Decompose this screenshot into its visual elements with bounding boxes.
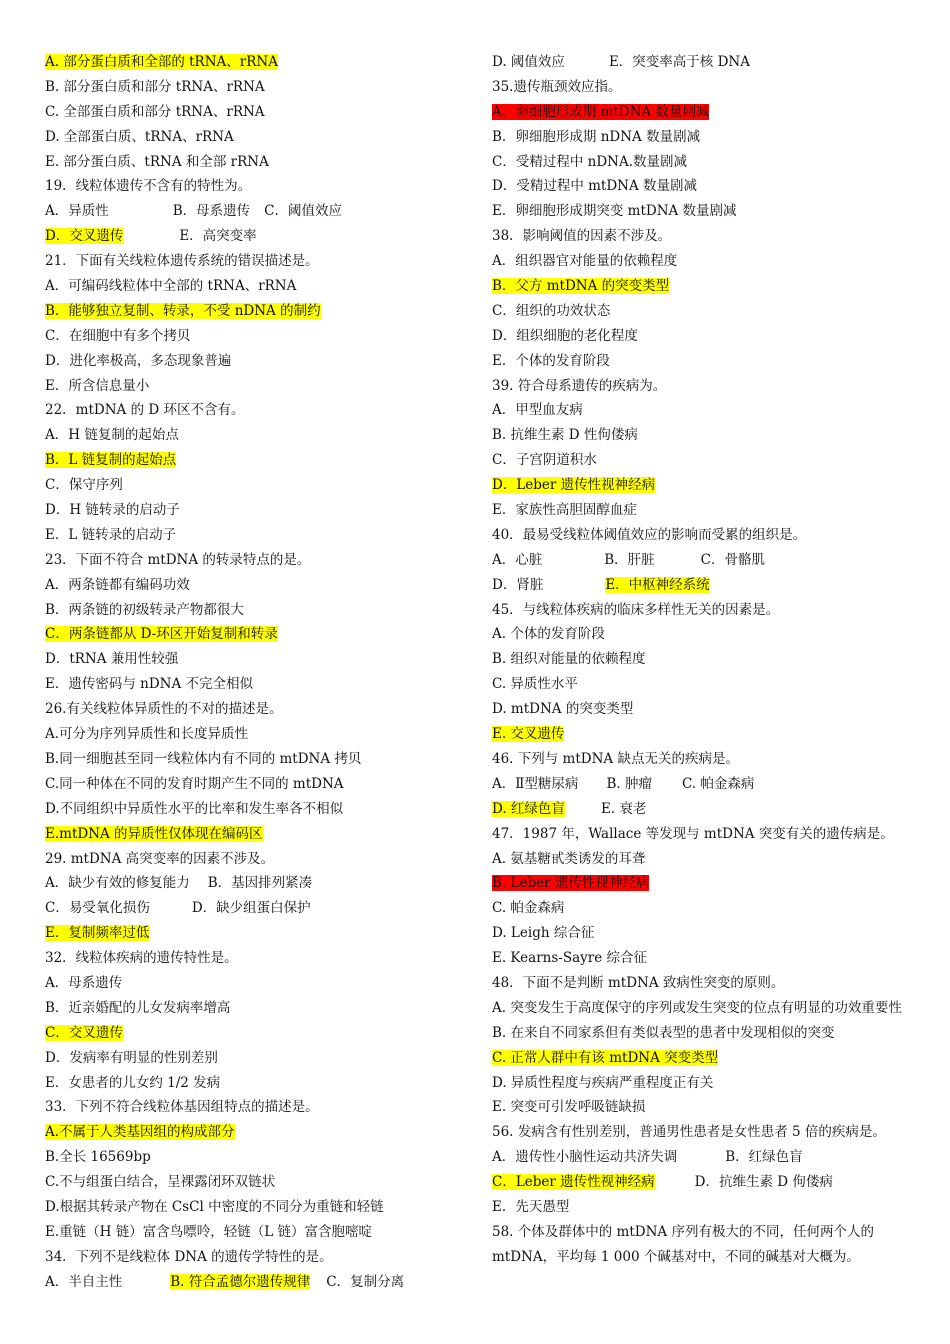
text-segment: C．复制分离 bbox=[326, 1273, 405, 1290]
text-line bbox=[492, 847, 912, 872]
text-segment: E. 部分蛋白质、tRNA 和全部 rRNA bbox=[45, 153, 269, 170]
text-segment: D．H 链转录的启动子 bbox=[45, 502, 180, 519]
text-segment: A．组织器官对能量的依赖程度 bbox=[492, 253, 678, 270]
text-segment: E．所含信息量小 bbox=[45, 377, 150, 394]
text-line bbox=[45, 448, 465, 473]
text-line bbox=[45, 324, 465, 349]
text-line bbox=[45, 598, 465, 623]
text-line bbox=[492, 548, 912, 573]
text-segment: D. mtDNA 的突变类型 bbox=[492, 701, 634, 718]
text-line bbox=[492, 75, 912, 100]
text-line bbox=[45, 199, 465, 224]
text-line bbox=[492, 573, 912, 598]
text-segment: D. 异质性程度与疾病严重程度正有关 bbox=[492, 1074, 714, 1091]
text-segment: A．甲型血友病 bbox=[492, 402, 583, 419]
text-segment: A.可分为序列异质性和长度异质性 bbox=[45, 726, 249, 743]
text-line bbox=[492, 797, 912, 822]
text-line bbox=[45, 573, 465, 598]
text-line bbox=[492, 473, 912, 498]
text-segment: D．进化率极高，多态现象普遍 bbox=[45, 352, 232, 369]
text-line bbox=[492, 324, 912, 349]
text-segment: D.根据其转录产物在 CsCl 中密度的不同分为重链和轻链 bbox=[45, 1198, 384, 1215]
text-segment: C．在细胞中有多个拷贝 bbox=[45, 327, 191, 344]
highlighted-answer: D．交叉遗传 bbox=[45, 228, 124, 245]
text-line bbox=[45, 772, 465, 797]
text-segment: 19．线粒体遗传不含有的特性为。 bbox=[45, 178, 252, 195]
text-line bbox=[492, 697, 912, 722]
text-line bbox=[45, 921, 465, 946]
text-line bbox=[45, 1220, 465, 1245]
text-line bbox=[45, 672, 465, 697]
text-line bbox=[492, 224, 912, 249]
text-segment: B．母系遗传 bbox=[172, 203, 251, 220]
text-line bbox=[45, 1145, 465, 1170]
text-line bbox=[492, 921, 912, 946]
text-segment: E．女患者的儿女约 1/2 发病 bbox=[45, 1074, 221, 1091]
text-segment: B. 在来自不同家系但有类似表型的患者中发现相似的突变 bbox=[492, 1024, 835, 1041]
text-segment: A．两条链都有编码功效 bbox=[45, 576, 190, 593]
highlighted-answer: E．中枢神经系统 bbox=[605, 576, 710, 593]
text-line bbox=[45, 1071, 465, 1096]
text-line bbox=[45, 349, 465, 374]
text-line bbox=[45, 50, 465, 75]
text-line bbox=[492, 374, 912, 399]
text-line bbox=[45, 75, 465, 100]
text-line bbox=[45, 1095, 465, 1120]
text-segment: A. 个体的发育阶段 bbox=[492, 626, 605, 643]
text-line bbox=[45, 299, 465, 324]
highlighted-answer: E. 交叉遗传 bbox=[492, 726, 565, 743]
text-line bbox=[492, 199, 912, 224]
text-segment: C．组织的功效状态 bbox=[492, 302, 611, 319]
text-segment: C．子宫阴道积水 bbox=[492, 452, 597, 469]
text-segment: A. 氨基糖甙类诱发的耳聋 bbox=[492, 850, 646, 867]
text-line bbox=[45, 224, 465, 249]
text-segment: 21．下面有关线粒体遗传系统的错误描述是。 bbox=[45, 253, 319, 270]
text-segment: 46. 下列与 mtDNA 缺点无关的疾病是。 bbox=[492, 750, 739, 767]
text-line bbox=[45, 871, 465, 896]
text-segment: B.全长 16569bp bbox=[45, 1149, 151, 1166]
highlighted-answer: C．两条链都从 D-环区开始复制和转录 bbox=[45, 626, 278, 643]
highlighted-answer: B．L 链复制的起始点 bbox=[45, 452, 177, 469]
text-segment: B.同一细胞甚至同一线粒体内有不同的 mtDNA 拷贝 bbox=[45, 750, 362, 767]
text-segment: E．个体的发育阶段 bbox=[492, 352, 610, 369]
text-segment: D.不同组织中异质性水平的比率和发生率各不相似 bbox=[45, 800, 344, 817]
text-segment: B．两条链的初级转录产物都很大 bbox=[45, 601, 244, 618]
text-line bbox=[492, 946, 912, 971]
text-line bbox=[45, 398, 465, 423]
text-segment: 58. 个体及群体中的 mtDNA 序列有极大的不同，任何两个人的 mtDNA，平均每 1 000 个碱基对中，不同的碱基对大概为。 bbox=[492, 1223, 874, 1265]
text-segment: D．组织细胞的老化程度 bbox=[492, 327, 638, 344]
text-line bbox=[45, 722, 465, 747]
text-line bbox=[492, 398, 912, 423]
text-line bbox=[492, 100, 912, 125]
text-segment: E. 突变可引发呼吸链缺损 bbox=[492, 1099, 646, 1116]
text-segment: 45．与线粒体疾病的临床多样性无关的因素是。 bbox=[492, 601, 780, 618]
text-segment: 38．影响阈值的因素不涉及。 bbox=[492, 228, 672, 245]
text-segment: A．H 链复制的起始点 bbox=[45, 427, 179, 444]
text-line bbox=[45, 174, 465, 199]
text-segment: B．卵细胞形成期 nDNA 数量剧减 bbox=[492, 128, 701, 145]
text-segment: D. 全部蛋白质、tRNA、rRNA bbox=[45, 128, 234, 145]
text-segment: E．家族性高胆固醇血症 bbox=[492, 502, 637, 519]
highlighted-answer: A.不属于人类基因组的构成部分 bbox=[45, 1124, 235, 1141]
text-segment: E. Kearns-Sayre 综合征 bbox=[492, 950, 647, 967]
text-segment: C．受精过程中 nDNA.数量剧减 bbox=[492, 153, 687, 170]
text-line bbox=[45, 1120, 465, 1145]
text-line bbox=[45, 548, 465, 573]
text-segment: E．遗传密码与 nDNA 不完全相似 bbox=[45, 676, 254, 693]
text-segment: B. 抗维生素 D 性佝偻病 bbox=[492, 427, 638, 444]
text-segment: 56. 发病含有性别差别，普通男性患者是女性患者 5 倍的疾病是。 bbox=[492, 1124, 886, 1141]
text-segment: 29. mtDNA 高突变率的因素不涉及。 bbox=[45, 850, 275, 867]
text-line bbox=[45, 473, 465, 498]
text-line bbox=[45, 274, 465, 299]
highlighted-answer: E．复制频率过低 bbox=[45, 925, 150, 942]
text-line bbox=[492, 150, 912, 175]
text-segment: A．可编码线粒体中全部的 tRNA、rRNA bbox=[45, 278, 297, 295]
text-segment: 47．1987 年，Wallace 等发现与 mtDNA 突变有关的遗传病是。 bbox=[492, 825, 894, 842]
text-line bbox=[492, 971, 912, 996]
text-line bbox=[492, 274, 912, 299]
text-line bbox=[492, 996, 912, 1021]
text-segment: B．基因排列紧凑 bbox=[207, 875, 313, 892]
text-segment: 23．下面不符合 mtDNA 的转录特点的是。 bbox=[45, 551, 311, 568]
text-line bbox=[45, 523, 465, 548]
text-segment: D．肾脏 bbox=[492, 576, 544, 593]
text-line bbox=[45, 747, 465, 772]
highlighted-answer: B．父方 mtDNA 的突变类型 bbox=[492, 278, 670, 295]
text-segment: E. 衰老 bbox=[600, 800, 647, 817]
text-line bbox=[492, 896, 912, 921]
text-line bbox=[45, 971, 465, 996]
text-segment: D．抗维生素 D 佝偻病 bbox=[694, 1174, 833, 1191]
highlighted-answer: A．卵细胞形成期 mtDNA 数量剧减 bbox=[492, 103, 710, 120]
text-line bbox=[45, 125, 465, 150]
text-line bbox=[492, 1220, 912, 1270]
text-line bbox=[492, 822, 912, 847]
text-line bbox=[492, 1071, 912, 1096]
text-line bbox=[492, 1095, 912, 1120]
text-line bbox=[492, 349, 912, 374]
text-line bbox=[45, 249, 465, 274]
text-segment: E．先天愚型 bbox=[492, 1198, 570, 1215]
text-segment: 40．最易受线粒体阈值效应的影响而受累的组织是。 bbox=[492, 526, 807, 543]
highlighted-answer: E.mtDNA 的异质性仅体现在编码区 bbox=[45, 825, 263, 842]
highlighted-answer: D. 红绿色盲 bbox=[492, 800, 565, 817]
text-line bbox=[45, 647, 465, 672]
text-segment: C. 异质性水平 bbox=[492, 676, 578, 693]
text-line bbox=[492, 498, 912, 523]
text-line bbox=[45, 423, 465, 448]
text-line bbox=[492, 598, 912, 623]
right-column bbox=[492, 50, 912, 1270]
text-segment: A．异质性 bbox=[45, 203, 109, 220]
highlighted-answer: D．Leber 遗传性视神经病 bbox=[492, 477, 656, 494]
text-line bbox=[492, 647, 912, 672]
text-line bbox=[492, 722, 912, 747]
text-line bbox=[45, 1021, 465, 1046]
text-line bbox=[492, 125, 912, 150]
text-line bbox=[492, 249, 912, 274]
text-segment: C. 全部蛋白质和部分 tRNA、rRNA bbox=[45, 103, 265, 120]
text-segment: C．易受氧化损伤 bbox=[45, 900, 150, 917]
text-segment: E．突变率高于核 DNA bbox=[608, 54, 750, 70]
text-line bbox=[45, 996, 465, 1021]
text-segment: B. 肿瘤 bbox=[606, 775, 652, 792]
highlighted-answer: A. 部分蛋白质和全部的 tRNA、rRNA bbox=[45, 54, 278, 70]
text-line bbox=[45, 498, 465, 523]
text-segment: A．半自主性 bbox=[45, 1273, 123, 1290]
highlighted-answer: C．交叉遗传 bbox=[45, 1024, 123, 1041]
text-segment: A．遗传性小脑性运动共济失调 bbox=[492, 1149, 678, 1166]
text-line bbox=[492, 299, 912, 324]
text-line bbox=[45, 697, 465, 722]
text-line bbox=[45, 150, 465, 175]
text-segment: D．缺少组蛋白保护 bbox=[191, 900, 311, 917]
text-line bbox=[45, 374, 465, 399]
text-line bbox=[45, 1270, 465, 1295]
text-line bbox=[45, 622, 465, 647]
text-segment: D. 阈值效应 bbox=[492, 54, 565, 70]
text-line bbox=[45, 896, 465, 921]
text-segment: B．肝脏 bbox=[604, 551, 655, 568]
text-line bbox=[492, 1170, 912, 1195]
text-line bbox=[45, 1046, 465, 1071]
text-segment: C．保守序列 bbox=[45, 477, 123, 494]
text-line bbox=[45, 1195, 465, 1220]
text-line bbox=[492, 174, 912, 199]
text-segment: D．受精过程中 mtDNA 数量剧减 bbox=[492, 178, 698, 195]
text-segment: C.不与组蛋白结合，呈裸露闭环双链状 bbox=[45, 1174, 276, 1191]
text-line bbox=[492, 871, 912, 896]
text-segment: C. 帕金森病 bbox=[681, 775, 755, 792]
text-segment: C．骨骼肌 bbox=[700, 551, 766, 568]
text-line bbox=[492, 772, 912, 797]
text-segment: B．红绿色盲 bbox=[725, 1149, 803, 1166]
text-line bbox=[492, 622, 912, 647]
text-line bbox=[492, 672, 912, 697]
text-line bbox=[492, 1046, 912, 1071]
text-segment: C. 帕金森病 bbox=[492, 900, 565, 917]
text-segment: A．心脏 bbox=[492, 551, 543, 568]
text-line bbox=[45, 1245, 465, 1270]
highlighted-answer: C. 正常人群中有该 mtDNA 突变类型 bbox=[492, 1049, 719, 1066]
highlighted-answer: B．能够独立复制、转录，不受 nDNA 的制约 bbox=[45, 302, 321, 319]
text-line bbox=[492, 448, 912, 473]
text-segment: E．高突变率 bbox=[179, 228, 257, 245]
text-segment: 32．线粒体疾病的遗传特性是。 bbox=[45, 950, 238, 967]
text-segment: A．Ⅱ型糖尿病 bbox=[492, 775, 579, 792]
text-segment: D．tRNA 兼用性较强 bbox=[45, 651, 179, 668]
text-segment: B. 组织对能量的依赖程度 bbox=[492, 651, 646, 668]
text-line bbox=[492, 1195, 912, 1220]
text-segment: A．母系遗传 bbox=[45, 974, 123, 991]
text-segment: B. 部分蛋白质和部分 tRNA、rRNA bbox=[45, 78, 265, 95]
text-line bbox=[45, 822, 465, 847]
text-line bbox=[45, 1170, 465, 1195]
text-segment: D. Leigh 综合征 bbox=[492, 925, 595, 942]
text-segment: 34．下列不是线粒体 DNA 的遗传学特性的是。 bbox=[45, 1248, 333, 1265]
text-segment: B．近亲婚配的儿女发病率增高 bbox=[45, 999, 231, 1016]
text-segment: C.同一种体在不同的发育时期产生不同的 mtDNA bbox=[45, 775, 344, 792]
text-line bbox=[45, 797, 465, 822]
text-line bbox=[45, 100, 465, 125]
text-segment: 39. 符合母系遗传的疾病为。 bbox=[492, 377, 667, 394]
text-line bbox=[492, 747, 912, 772]
text-line bbox=[45, 847, 465, 872]
text-segment: 35.遗传瓶颈效应指。 bbox=[492, 78, 622, 95]
text-segment: C．阈值效应 bbox=[264, 203, 343, 220]
text-line bbox=[492, 423, 912, 448]
text-segment: A．缺少有效的修复能力 bbox=[45, 875, 190, 892]
text-segment: D．发病率有明显的性别差别 bbox=[45, 1049, 218, 1066]
text-segment: 48．下面不是判断 mtDNA 致病性突变的原则。 bbox=[492, 974, 785, 991]
highlighted-answer: B. 符合孟德尔遗传规律 bbox=[170, 1273, 311, 1290]
text-line bbox=[492, 50, 912, 75]
text-segment: 33．下列不符合线粒体基因组特点的描述是。 bbox=[45, 1099, 319, 1116]
text-line bbox=[492, 1145, 912, 1170]
text-segment: E.重链（H 链）富含鸟嘌呤，轻链（L 链）富含胞嘧啶 bbox=[45, 1223, 372, 1240]
text-segment: 22．mtDNA 的 D 环区不含有。 bbox=[45, 402, 245, 419]
text-segment: E．卵细胞形成期突变 mtDNA 数量剧减 bbox=[492, 203, 737, 220]
text-segment: E．L 链转录的启动子 bbox=[45, 526, 177, 543]
highlighted-answer: C．Leber 遗传性视神经病 bbox=[492, 1174, 655, 1191]
highlighted-answer: B. Leber 遗传性视神经病 bbox=[492, 875, 650, 892]
text-line bbox=[45, 946, 465, 971]
text-line bbox=[492, 1120, 912, 1145]
text-segment: 26.有关线粒体异质性的不对的描述是。 bbox=[45, 701, 283, 718]
text-line bbox=[492, 1021, 912, 1046]
left-column bbox=[45, 50, 465, 1295]
text-line bbox=[492, 523, 912, 548]
text-segment: A. 突变发生于高度保守的序列或发生突变的位点有明显的功效重要性 bbox=[492, 999, 902, 1016]
